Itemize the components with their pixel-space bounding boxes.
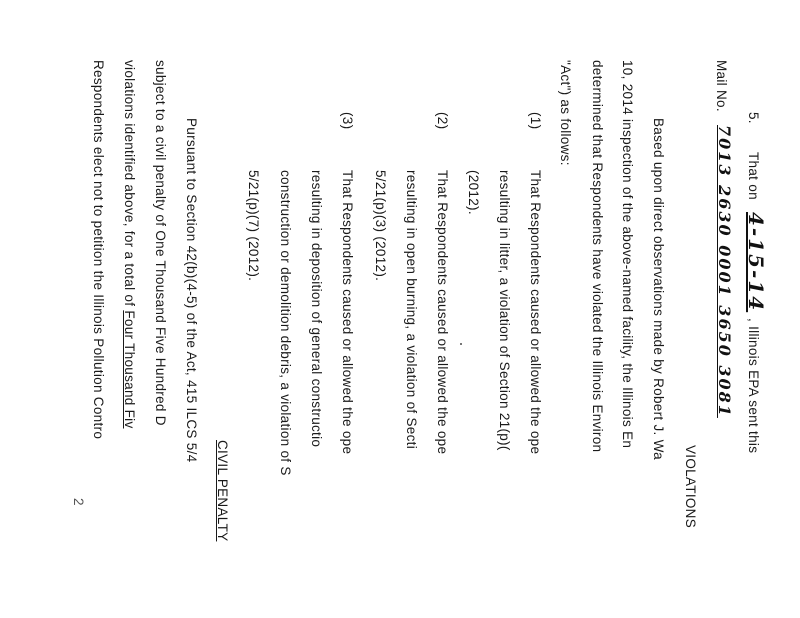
violation-1-line-3: (2012). bbox=[466, 170, 481, 215]
violations-intro-line-3: determined that Respondents have violated the Illinois Environ bbox=[590, 60, 605, 453]
violation-2-line-1: That Respondents caused or allowed the ope bbox=[435, 170, 450, 455]
violation-3-line-2: resulting in deposition of general constructio bbox=[309, 170, 324, 448]
violation-1-line-1: That Respondents caused or allowed the ope bbox=[528, 170, 543, 455]
para-5-that-on: That on bbox=[746, 152, 761, 200]
mail-no-label: Mail No. bbox=[714, 60, 729, 112]
violation-3-line-3: construction or demolition debris, a violation of S bbox=[278, 170, 293, 476]
civil-penalty-line-1: Pursuant to Section 42(b)(4-5) of the Act, 415 ILCS 5/4 bbox=[184, 118, 199, 463]
violation-2-line-2: resulting in open burning, a violation of Secti bbox=[404, 170, 419, 450]
civil-penalty-heading: CIVIL PENALTY bbox=[215, 440, 230, 542]
civil-penalty-line-2: subject to a civil penalty of One Thousand Five Hundred D bbox=[153, 60, 168, 426]
violation-3-line-1: That Respondents caused or allowed the ope bbox=[340, 170, 355, 455]
para-5-number: 5. bbox=[746, 112, 761, 124]
violation-1-line-2: resulting in litter, a violation of Section 21(p)( bbox=[497, 170, 512, 451]
civil-penalty-total: Four Thousand Fiv bbox=[122, 310, 137, 429]
violations-intro-line-4: "Act") as follows: bbox=[558, 60, 573, 166]
civil-penalty-line-3-text: violations identified above, for a total of bbox=[122, 60, 137, 311]
violation-3-number: (3) bbox=[340, 112, 355, 130]
violation-3-line-4: 5/21(p)(7) (2012). bbox=[246, 170, 261, 282]
violations-intro-line-1: Based upon direct observations made by Robert J. Wa bbox=[651, 118, 666, 460]
handwritten-mail-number: 7013 2630 0001 3650 3081 bbox=[715, 125, 734, 418]
scan-speck bbox=[460, 343, 462, 345]
violation-2-number: (2) bbox=[435, 112, 450, 130]
page-number: 2 bbox=[71, 498, 86, 506]
civil-penalty-line-3 bbox=[123, 60, 137, 429]
handwritten-date: 4-15-14 bbox=[744, 212, 768, 313]
violation-2-line-3: 5/21(p)(3) (2012). bbox=[373, 170, 388, 282]
violations-heading: VIOLATIONS bbox=[683, 445, 698, 529]
violation-1-number: (1) bbox=[528, 112, 543, 130]
violations-intro-line-2: 10, 2014 inspection of the above-named facility, the Illinois En bbox=[620, 60, 635, 449]
para-5-line1-tail: , Illinois EPA sent this bbox=[746, 318, 761, 454]
civil-penalty-line-4: Respondents elect not to petition the Illinois Pollution Contro bbox=[91, 60, 106, 440]
